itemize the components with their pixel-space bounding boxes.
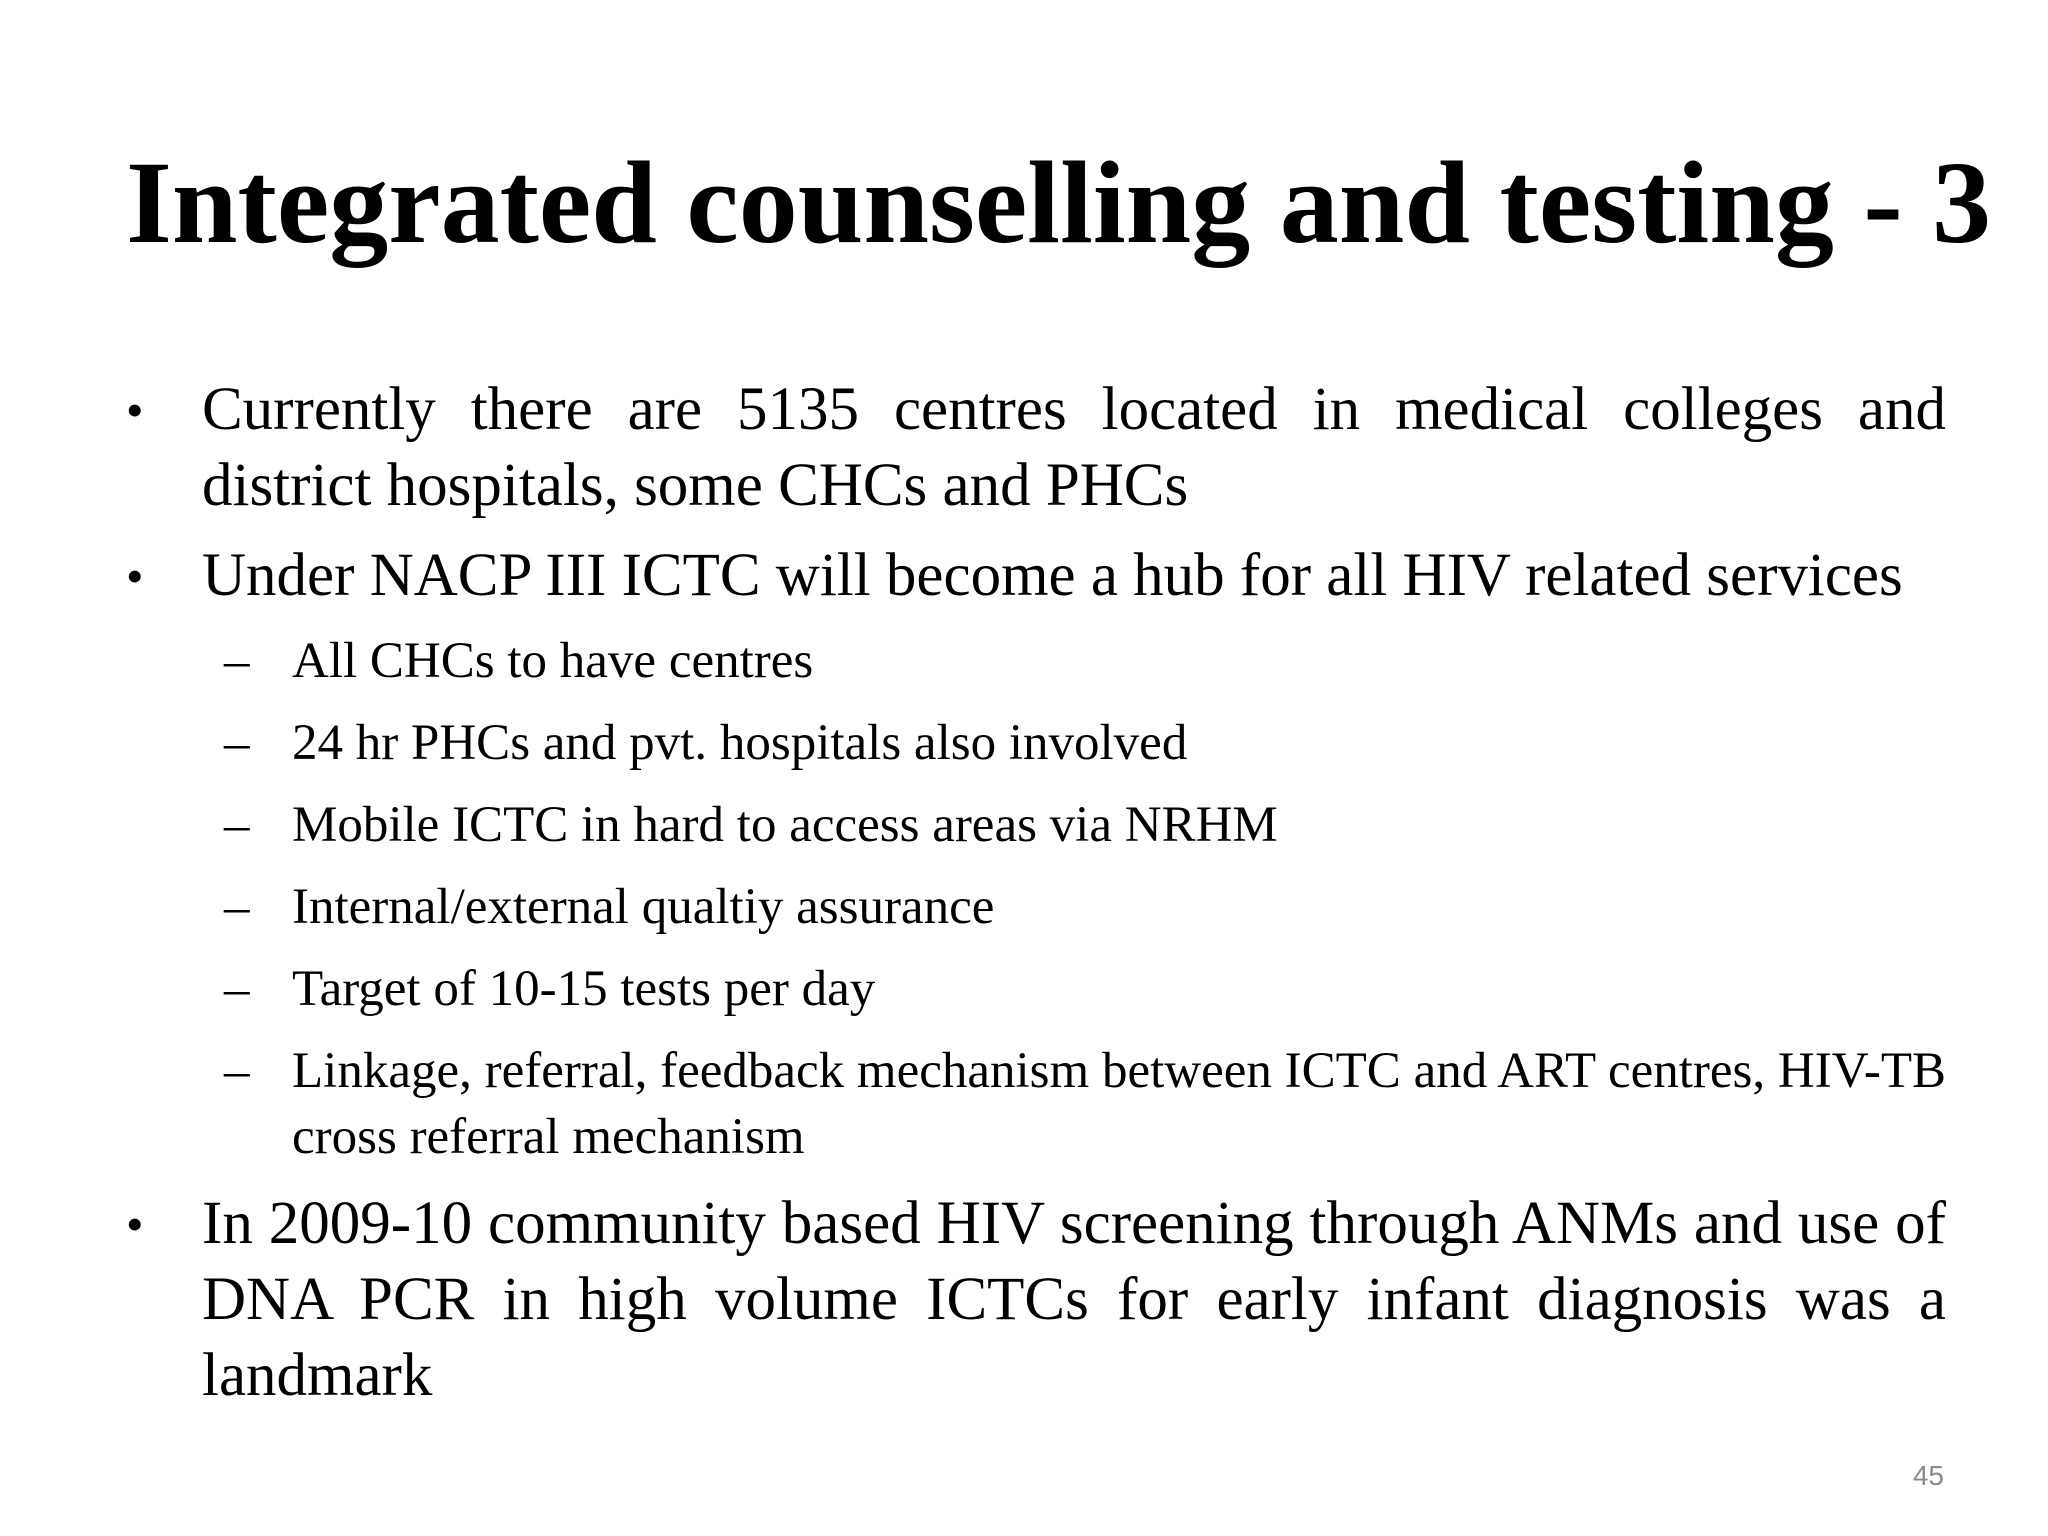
bullet-marker: •: [126, 548, 144, 604]
dash-marker: –: [224, 797, 250, 853]
dash-marker: –: [224, 715, 250, 771]
sub-bullet-text: Target of 10-15 tests per day: [292, 961, 876, 1017]
slide-body: [126, 372, 1946, 1428]
sub-bullet-item: [126, 956, 1946, 1022]
sub-bullet-item: [126, 874, 1946, 940]
dash-marker: –: [224, 633, 250, 689]
bullet-item: [126, 1186, 1946, 1414]
sub-bullet-text: Internal/external qualtiy assurance: [292, 879, 995, 935]
bullet-item: [126, 372, 1946, 524]
bullet-marker: •: [126, 382, 144, 438]
sub-bullet-text: Mobile ICTC in hard to access areas via NRHM: [292, 797, 1278, 853]
sub-bullet-text: All CHCs to have centres: [292, 633, 814, 689]
page-number: 45: [1912, 1460, 1944, 1491]
sub-bullet-item: [126, 1038, 1946, 1170]
sub-bullet-text: Linkage, referral, feedback mechanism between ICTC and ART centres, HIV-TB cross referral mechanism: [292, 1043, 1946, 1165]
dash-marker: –: [224, 961, 250, 1017]
bullet-item: [126, 538, 1946, 614]
dash-marker: –: [224, 1043, 250, 1099]
sub-bullet-text: 24 hr PHCs and pvt. hospitals also involved: [292, 715, 1188, 771]
slide-title: Integrated counselling and testing - 3: [126, 137, 1992, 268]
sub-bullet-list: [126, 628, 1946, 1170]
sub-bullet-item: [126, 792, 1946, 858]
bullet-text: Under NACP III ICTC will become a hub for all HIV related services: [202, 542, 1903, 609]
bullet-text: Currently there are 5135 centres located in medical colleges and district hospitals, some CHCs and PHCs: [202, 376, 1946, 519]
bullet-marker: •: [126, 1196, 144, 1252]
sub-bullet-item: [126, 710, 1946, 776]
sub-bullet-item: [126, 628, 1946, 694]
dash-marker: –: [224, 879, 250, 935]
bullet-text: In 2009-10 community based HIV screening through ANMs and use of DNA PCR in high volume ICTCs for early infant diagnosis was a landmark: [202, 1190, 1946, 1409]
